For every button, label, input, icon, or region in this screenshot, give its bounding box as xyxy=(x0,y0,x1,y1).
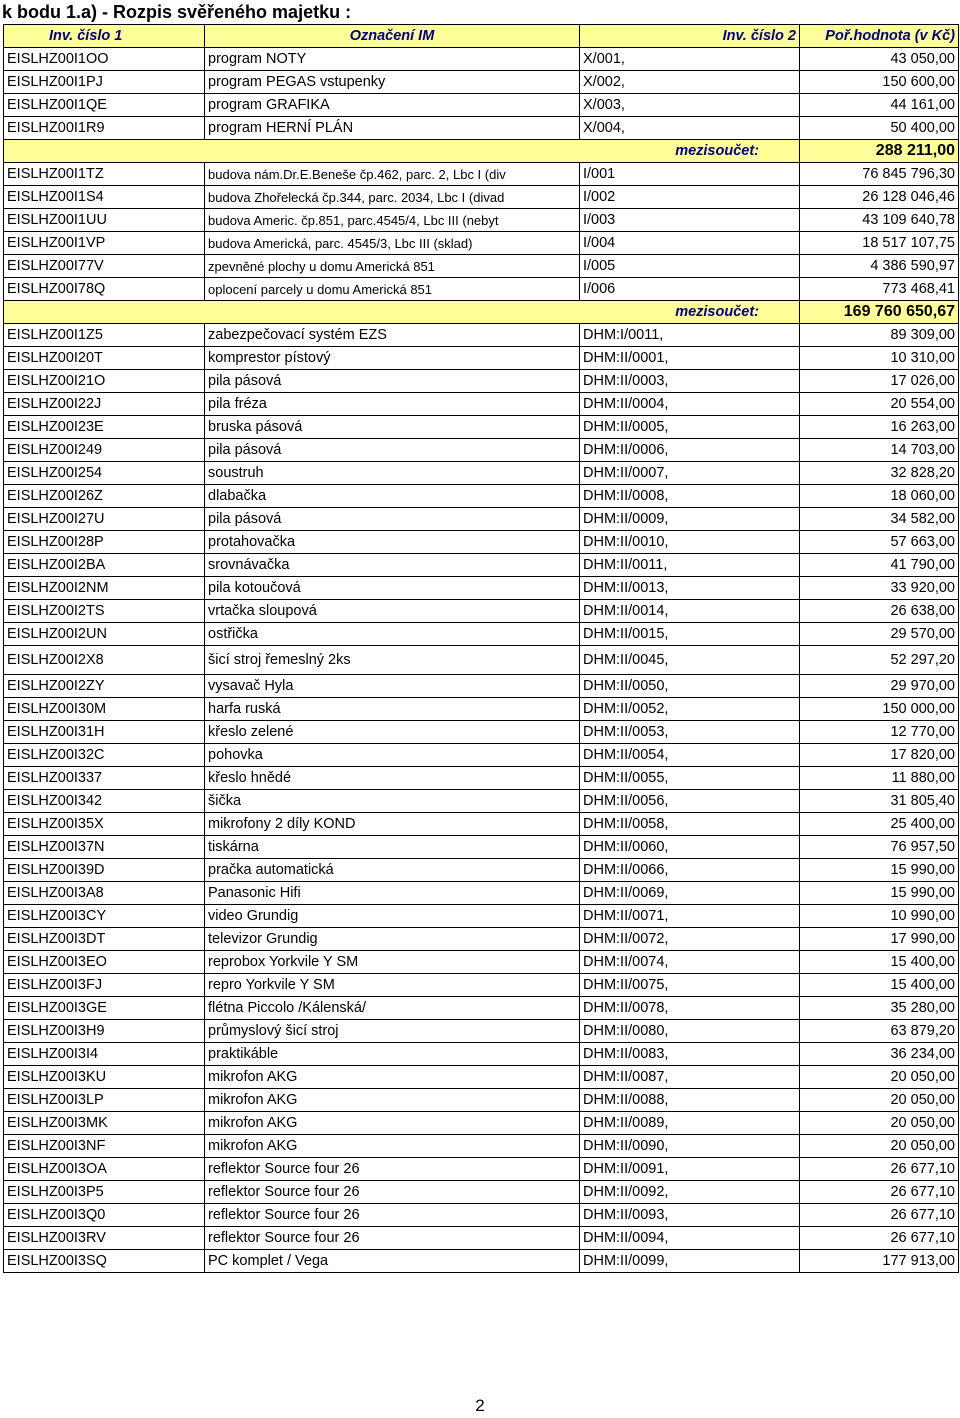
inv-number-1: EISLHZ00I3H9 xyxy=(4,1020,205,1043)
inv-number-2: DHM:II/0090, xyxy=(580,1135,800,1158)
inv-number-1: EISLHZ00I37N xyxy=(4,836,205,859)
asset-name: zabezpečovací systém EZS xyxy=(205,324,580,347)
asset-name: reflektor Source four 26 xyxy=(205,1204,580,1227)
inv-number-2: DHM:II/0014, xyxy=(580,600,800,623)
inv-number-1: EISLHZ00I30M xyxy=(4,698,205,721)
inv-number-1: EISLHZ00I32C xyxy=(4,744,205,767)
table-row xyxy=(4,439,959,462)
inv-number-1: EISLHZ00I3RV xyxy=(4,1227,205,1250)
page-number: 2 xyxy=(475,1396,485,1415)
asset-name: soustruh xyxy=(205,462,580,485)
asset-value: 89 309,00 xyxy=(800,324,959,347)
inv-number-1: EISLHZ00I1R9 xyxy=(4,117,205,140)
asset-name: křeslo hnědé xyxy=(205,767,580,790)
asset-value: 10 310,00 xyxy=(800,347,959,370)
table-row xyxy=(4,1227,959,1250)
asset-value: 43 109 640,78 xyxy=(800,209,959,232)
asset-value: 26 677,10 xyxy=(800,1204,959,1227)
inv-number-1: EISLHZ00I1TZ xyxy=(4,163,205,186)
inv-number-2: DHM:II/0078, xyxy=(580,997,800,1020)
inv-number-1: EISLHZ00I22J xyxy=(4,393,205,416)
table-row xyxy=(4,48,959,71)
asset-value: 20 050,00 xyxy=(800,1066,959,1089)
inv-number-1: EISLHZ00I3MK xyxy=(4,1112,205,1135)
inv-number-1: EISLHZ00I2UN xyxy=(4,623,205,646)
inv-number-2: DHM:II/0008, xyxy=(580,485,800,508)
table-row xyxy=(4,554,959,577)
inv-number-2: DHM:II/0066, xyxy=(580,859,800,882)
asset-name: průmyslový šicí stroj xyxy=(205,1020,580,1043)
table-row xyxy=(4,531,959,554)
inv-number-1: EISLHZ00I3I4 xyxy=(4,1043,205,1066)
inv-number-1: EISLHZ00I2NM xyxy=(4,577,205,600)
col-header-inv1: Inv. číslo 1 xyxy=(4,25,205,48)
asset-value: 50 400,00 xyxy=(800,117,959,140)
asset-value: 26 677,10 xyxy=(800,1227,959,1250)
subtotal-label: mezisoučet: xyxy=(4,301,800,324)
inv-number-2: DHM:II/0001, xyxy=(580,347,800,370)
inv-number-1: EISLHZ00I3FJ xyxy=(4,974,205,997)
asset-value: 15 990,00 xyxy=(800,882,959,905)
asset-name: bruska pásová xyxy=(205,416,580,439)
inv-number-2: DHM:II/0069, xyxy=(580,882,800,905)
asset-name: zpevněné plochy u domu Americká 851 xyxy=(205,255,580,278)
asset-name: praktikáble xyxy=(205,1043,580,1066)
asset-name: program PEGAS vstupenky xyxy=(205,71,580,94)
inv-number-2: DHM:II/0053, xyxy=(580,721,800,744)
asset-value: 773 468,41 xyxy=(800,278,959,301)
inv-number-2: DHM:II/0072, xyxy=(580,928,800,951)
table-row xyxy=(4,186,959,209)
asset-name: PC komplet / Vega xyxy=(205,1250,580,1273)
inv-number-1: EISLHZ00I1QE xyxy=(4,94,205,117)
inv-number-1: EISLHZ00I23E xyxy=(4,416,205,439)
asset-name: pila pásová xyxy=(205,370,580,393)
inv-number-1: EISLHZ00I3KU xyxy=(4,1066,205,1089)
asset-value: 26 128 046,46 xyxy=(800,186,959,209)
asset-name: vrtačka sloupová xyxy=(205,600,580,623)
inv-number-1: EISLHZ00I342 xyxy=(4,790,205,813)
inv-number-2: DHM:II/0060, xyxy=(580,836,800,859)
asset-name: mikrofon AKG xyxy=(205,1135,580,1158)
subtotal-value: 288 211,00 xyxy=(800,140,959,163)
table-row xyxy=(4,600,959,623)
table-row xyxy=(4,278,959,301)
table-row xyxy=(4,1135,959,1158)
asset-value: 15 400,00 xyxy=(800,974,959,997)
inv-number-1: EISLHZ00I3EO xyxy=(4,951,205,974)
inv-number-2: DHM:II/0005, xyxy=(580,416,800,439)
table-row xyxy=(4,71,959,94)
table-row xyxy=(4,370,959,393)
inv-number-2: DHM:II/0083, xyxy=(580,1043,800,1066)
inv-number-2: DHM:I/0011, xyxy=(580,324,800,347)
asset-value: 63 879,20 xyxy=(800,1020,959,1043)
table-row xyxy=(4,508,959,531)
inv-number-2: DHM:II/0004, xyxy=(580,393,800,416)
asset-name: pračka automatická xyxy=(205,859,580,882)
asset-value: 4 386 590,97 xyxy=(800,255,959,278)
asset-value: 26 638,00 xyxy=(800,600,959,623)
inv-number-1: EISLHZ00I78Q xyxy=(4,278,205,301)
inv-number-2: X/004, xyxy=(580,117,800,140)
table-row xyxy=(4,1204,959,1227)
table-row xyxy=(4,255,959,278)
inv-number-2: DHM:II/0075, xyxy=(580,974,800,997)
table-row xyxy=(4,646,959,675)
table-row xyxy=(4,721,959,744)
inv-number-1: EISLHZ00I39D xyxy=(4,859,205,882)
table-row xyxy=(4,859,959,882)
asset-value: 14 703,00 xyxy=(800,439,959,462)
table-row xyxy=(4,997,959,1020)
inv-number-2: DHM:II/0092, xyxy=(580,1181,800,1204)
inv-number-1: EISLHZ00I3Q0 xyxy=(4,1204,205,1227)
table-row xyxy=(4,416,959,439)
asset-name: reflektor Source four 26 xyxy=(205,1181,580,1204)
inv-number-2: DHM:II/0056, xyxy=(580,790,800,813)
table-row xyxy=(4,1112,959,1135)
asset-value: 52 297,20 xyxy=(800,646,959,675)
inv-number-1: EISLHZ00I1Z5 xyxy=(4,324,205,347)
asset-value: 20 554,00 xyxy=(800,393,959,416)
asset-name: Panasonic Hifi xyxy=(205,882,580,905)
inv-number-1: EISLHZ00I3DT xyxy=(4,928,205,951)
asset-name: protahovačka xyxy=(205,531,580,554)
subtotal-label: mezisoučet: xyxy=(4,140,800,163)
asset-value: 10 990,00 xyxy=(800,905,959,928)
col-header-value: Poř.hodnota (v Kč) xyxy=(800,25,959,48)
asset-name: reflektor Source four 26 xyxy=(205,1158,580,1181)
subtotal-row xyxy=(4,140,959,163)
asset-value: 31 805,40 xyxy=(800,790,959,813)
inv-number-1: EISLHZ00I27U xyxy=(4,508,205,531)
asset-value: 17 990,00 xyxy=(800,928,959,951)
asset-name: mikrofon AKG xyxy=(205,1066,580,1089)
asset-value: 35 280,00 xyxy=(800,997,959,1020)
inv-number-2: DHM:II/0009, xyxy=(580,508,800,531)
table-row xyxy=(4,462,959,485)
asset-name: komprestor pístový xyxy=(205,347,580,370)
asset-name: šička xyxy=(205,790,580,813)
table-row xyxy=(4,1020,959,1043)
inv-number-2: DHM:II/0094, xyxy=(580,1227,800,1250)
asset-name: pila fréza xyxy=(205,393,580,416)
asset-name: mikrofon AKG xyxy=(205,1089,580,1112)
inv-number-2: DHM:II/0045, xyxy=(580,646,800,675)
table-row xyxy=(4,347,959,370)
inv-number-2: I/005 xyxy=(580,255,800,278)
inv-number-1: EISLHZ00I3A8 xyxy=(4,882,205,905)
inv-number-1: EISLHZ00I2X8 xyxy=(4,646,205,675)
asset-name: oplocení parcely u domu Americká 851 xyxy=(205,278,580,301)
inv-number-1: EISLHZ00I3SQ xyxy=(4,1250,205,1273)
inv-number-2: I/004 xyxy=(580,232,800,255)
inv-number-2: X/003, xyxy=(580,94,800,117)
table-row xyxy=(4,836,959,859)
asset-value: 150 000,00 xyxy=(800,698,959,721)
inv-number-2: DHM:II/0006, xyxy=(580,439,800,462)
asset-value: 25 400,00 xyxy=(800,813,959,836)
inv-number-2: DHM:II/0011, xyxy=(580,554,800,577)
asset-value: 43 050,00 xyxy=(800,48,959,71)
table-row xyxy=(4,485,959,508)
asset-value: 18 517 107,75 xyxy=(800,232,959,255)
asset-name: mikrofony 2 díly KOND xyxy=(205,813,580,836)
inv-number-1: EISLHZ00I2ZY xyxy=(4,675,205,698)
inv-number-1: EISLHZ00I3NF xyxy=(4,1135,205,1158)
table-row xyxy=(4,163,959,186)
asset-name: šicí stroj řemeslný 2ks xyxy=(205,646,580,675)
asset-value: 17 820,00 xyxy=(800,744,959,767)
inv-number-2: X/002, xyxy=(580,71,800,94)
inv-number-1: EISLHZ00I3P5 xyxy=(4,1181,205,1204)
asset-value: 76 845 796,30 xyxy=(800,163,959,186)
asset-table xyxy=(3,24,959,1273)
inv-number-2: DHM:II/0052, xyxy=(580,698,800,721)
inv-number-1: EISLHZ00I35X xyxy=(4,813,205,836)
asset-value: 18 060,00 xyxy=(800,485,959,508)
subtotal-row xyxy=(4,301,959,324)
asset-name: mikrofon AKG xyxy=(205,1112,580,1135)
inv-number-2: DHM:II/0055, xyxy=(580,767,800,790)
inv-number-1: EISLHZ00I31H xyxy=(4,721,205,744)
asset-name: pohovka xyxy=(205,744,580,767)
table-row xyxy=(4,117,959,140)
table-row xyxy=(4,94,959,117)
table-row xyxy=(4,767,959,790)
table-row xyxy=(4,698,959,721)
asset-value: 76 957,50 xyxy=(800,836,959,859)
asset-name: video Grundig xyxy=(205,905,580,928)
asset-name: harfa ruská xyxy=(205,698,580,721)
inv-number-1: EISLHZ00I1S4 xyxy=(4,186,205,209)
asset-value: 15 990,00 xyxy=(800,859,959,882)
inv-number-1: EISLHZ00I2TS xyxy=(4,600,205,623)
asset-name: repro Yorkvile Y SM xyxy=(205,974,580,997)
table-row xyxy=(4,209,959,232)
asset-value: 29 970,00 xyxy=(800,675,959,698)
table-row xyxy=(4,675,959,698)
inv-number-2: I/002 xyxy=(580,186,800,209)
inv-number-1: EISLHZ00I249 xyxy=(4,439,205,462)
inv-number-2: DHM:II/0058, xyxy=(580,813,800,836)
asset-table-body xyxy=(4,25,959,1273)
asset-name: pila kotoučová xyxy=(205,577,580,600)
asset-name: pila pásová xyxy=(205,439,580,462)
table-row xyxy=(4,928,959,951)
asset-value: 20 050,00 xyxy=(800,1112,959,1135)
inv-number-2: DHM:II/0099, xyxy=(580,1250,800,1273)
table-row xyxy=(4,905,959,928)
inv-number-1: EISLHZ00I20T xyxy=(4,347,205,370)
asset-name: srovnávačka xyxy=(205,554,580,577)
table-row xyxy=(4,393,959,416)
asset-value: 36 234,00 xyxy=(800,1043,959,1066)
asset-name: reprobox Yorkvile Y SM xyxy=(205,951,580,974)
table-row xyxy=(4,974,959,997)
asset-name: dlabačka xyxy=(205,485,580,508)
asset-name: program NOTY xyxy=(205,48,580,71)
table-row xyxy=(4,623,959,646)
inv-number-1: EISLHZ00I3LP xyxy=(4,1089,205,1112)
table-header-row xyxy=(4,25,959,48)
asset-name: reflektor Source four 26 xyxy=(205,1227,580,1250)
table-row xyxy=(4,744,959,767)
table-row xyxy=(4,951,959,974)
asset-name: ostřička xyxy=(205,623,580,646)
inv-number-2: I/006 xyxy=(580,278,800,301)
asset-name: program GRAFIKA xyxy=(205,94,580,117)
inv-number-1: EISLHZ00I26Z xyxy=(4,485,205,508)
table-row xyxy=(4,790,959,813)
inv-number-2: DHM:II/0015, xyxy=(580,623,800,646)
asset-value: 15 400,00 xyxy=(800,951,959,974)
inv-number-2: DHM:II/0007, xyxy=(580,462,800,485)
inv-number-2: DHM:II/0050, xyxy=(580,675,800,698)
inv-number-2: DHM:II/0010, xyxy=(580,531,800,554)
asset-value: 34 582,00 xyxy=(800,508,959,531)
inv-number-2: DHM:II/0013, xyxy=(580,577,800,600)
asset-name: vysavač Hyla xyxy=(205,675,580,698)
inv-number-1: EISLHZ00I2BA xyxy=(4,554,205,577)
asset-name: flétna Piccolo /Kálenská/ xyxy=(205,997,580,1020)
inv-number-1: EISLHZ00I254 xyxy=(4,462,205,485)
asset-value: 20 050,00 xyxy=(800,1089,959,1112)
table-row xyxy=(4,324,959,347)
inv-number-2: DHM:II/0071, xyxy=(580,905,800,928)
asset-name: budova nám.Dr.E.Beneše čp.462, parc. 2, Lbc I (div xyxy=(205,163,580,186)
inv-number-2: DHM:II/0074, xyxy=(580,951,800,974)
table-row xyxy=(4,1066,959,1089)
inv-number-2: DHM:II/0093, xyxy=(580,1204,800,1227)
inv-number-2: DHM:II/0087, xyxy=(580,1066,800,1089)
asset-value: 29 570,00 xyxy=(800,623,959,646)
inv-number-1: EISLHZ00I1UU xyxy=(4,209,205,232)
asset-name: televizor Grundig xyxy=(205,928,580,951)
inv-number-2: DHM:II/0080, xyxy=(580,1020,800,1043)
asset-value: 17 026,00 xyxy=(800,370,959,393)
page-title: k bodu 1.a) - Rozpis svěřeného majetku : xyxy=(2,2,352,22)
asset-value: 150 600,00 xyxy=(800,71,959,94)
asset-value: 11 880,00 xyxy=(800,767,959,790)
inv-number-1: EISLHZ00I21O xyxy=(4,370,205,393)
asset-name: budova Americ. čp.851, parc.4545/4, Lbc III (nebyt xyxy=(205,209,580,232)
inv-number-2: X/001, xyxy=(580,48,800,71)
inv-number-1: EISLHZ00I337 xyxy=(4,767,205,790)
inv-number-1: EISLHZ00I3GE xyxy=(4,997,205,1020)
table-row xyxy=(4,232,959,255)
table-row xyxy=(4,882,959,905)
table-row xyxy=(4,1043,959,1066)
inv-number-1: EISLHZ00I1OO xyxy=(4,48,205,71)
inv-number-2: DHM:II/0089, xyxy=(580,1112,800,1135)
asset-value: 33 920,00 xyxy=(800,577,959,600)
asset-value: 41 790,00 xyxy=(800,554,959,577)
inv-number-1: EISLHZ00I77V xyxy=(4,255,205,278)
asset-name: budova Americká, parc. 4545/3, Lbc III (sklad) xyxy=(205,232,580,255)
table-row xyxy=(4,813,959,836)
inv-number-2: DHM:II/0054, xyxy=(580,744,800,767)
col-header-inv2: Inv. číslo 2 xyxy=(580,25,800,48)
table-row xyxy=(4,1181,959,1204)
asset-name: křeslo zelené xyxy=(205,721,580,744)
table-row xyxy=(4,577,959,600)
asset-name: program HERNÍ PLÁN xyxy=(205,117,580,140)
asset-value: 26 677,10 xyxy=(800,1158,959,1181)
asset-name: budova Zhořelecká čp.344, parc. 2034, Lbc I (divad xyxy=(205,186,580,209)
inv-number-1: EISLHZ00I1VP xyxy=(4,232,205,255)
inv-number-2: I/001 xyxy=(580,163,800,186)
asset-name: pila pásová xyxy=(205,508,580,531)
asset-value: 177 913,00 xyxy=(800,1250,959,1273)
subtotal-value: 169 760 650,67 xyxy=(800,301,959,324)
asset-value: 44 161,00 xyxy=(800,94,959,117)
asset-value: 12 770,00 xyxy=(800,721,959,744)
inv-number-2: DHM:II/0003, xyxy=(580,370,800,393)
col-header-name: Označení IM xyxy=(205,25,580,48)
inv-number-2: DHM:II/0091, xyxy=(580,1158,800,1181)
inv-number-1: EISLHZ00I3CY xyxy=(4,905,205,928)
asset-value: 26 677,10 xyxy=(800,1181,959,1204)
table-row xyxy=(4,1158,959,1181)
asset-value: 57 663,00 xyxy=(800,531,959,554)
asset-value: 16 263,00 xyxy=(800,416,959,439)
asset-value: 32 828,20 xyxy=(800,462,959,485)
table-row xyxy=(4,1250,959,1273)
inv-number-1: EISLHZ00I28P xyxy=(4,531,205,554)
inv-number-1: EISLHZ00I1PJ xyxy=(4,71,205,94)
inv-number-1: EISLHZ00I3OA xyxy=(4,1158,205,1181)
asset-name: tiskárna xyxy=(205,836,580,859)
table-row xyxy=(4,1089,959,1112)
inv-number-2: DHM:II/0088, xyxy=(580,1089,800,1112)
asset-value: 20 050,00 xyxy=(800,1135,959,1158)
inv-number-2: I/003 xyxy=(580,209,800,232)
